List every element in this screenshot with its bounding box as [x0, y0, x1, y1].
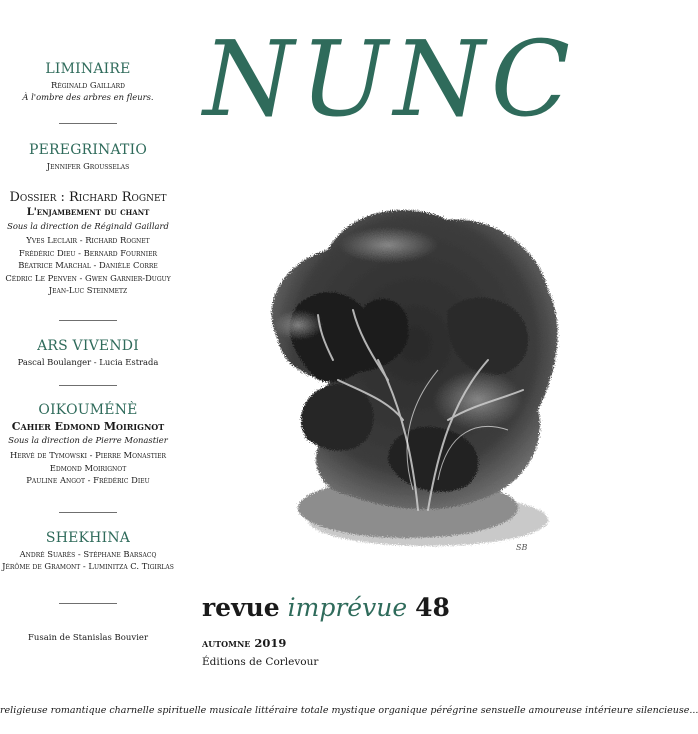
section-subtitle: Cahier Edmond Moirignot	[11, 420, 165, 433]
issue-season: automne 2019	[202, 636, 287, 650]
contributor-line: Jérôme de Gramont - Luminitza C. Tigirlas	[2, 561, 174, 572]
tree-illustration	[238, 190, 568, 560]
section-direction: Sous la direction de Réginald Gaillard	[7, 221, 169, 231]
section-title: LIMINAIRE	[45, 61, 131, 77]
tagline: religieuse romantique charnelle spirituelle musicale littéraire totale mystique organique pérégrine sensuelle amoureuse intérieure silencieuse...	[0, 705, 698, 716]
divider	[59, 385, 117, 386]
section-authors: Pascal Boulanger - Lucia Estrada	[17, 357, 159, 367]
contributor-line: Frédéric Dieu - Bernard Fournier	[18, 247, 158, 258]
issue-title	[202, 593, 450, 623]
contributor-line: Béatrice Marchal - Danièle Corre	[18, 260, 158, 271]
imprevue-word: imprévue	[287, 593, 408, 622]
section-title: SHEKHINA	[45, 530, 131, 546]
section-subtitle: À l'ombre des arbres en fleurs.	[22, 92, 154, 103]
contributor-line: Pauline Angot - Frédéric Dieu	[26, 475, 150, 486]
section-author: Réginald Gaillard	[51, 80, 125, 90]
divider	[59, 123, 117, 124]
divider	[59, 512, 117, 513]
section-oikoumene	[0, 402, 176, 487]
section-title: OIKOUMÉNÈ	[38, 402, 138, 418]
section-dossier	[0, 190, 176, 296]
section-subtitle: L'enjambement du chant	[26, 207, 150, 218]
contributor-line: André Suarès - Stéphane Barsacq	[19, 549, 157, 559]
section-ars-vivendi	[0, 338, 176, 368]
masthead-title: NUNC	[203, 18, 577, 140]
contributor-line: Edmond Moirignot	[49, 462, 127, 473]
publisher: Éditions de Corlevour	[202, 656, 319, 668]
contributor-line: Jean-Luc Steinmetz	[48, 285, 128, 296]
section-liminaire	[0, 61, 176, 104]
artist-signature: SB	[516, 543, 528, 552]
section-author: Jennifer Grousselas	[46, 161, 130, 171]
section-direction: Sous la direction de Pierre Monastier	[8, 435, 168, 445]
divider	[59, 603, 117, 604]
section-title: Dossier : Richard Rognet	[9, 190, 167, 205]
contributor-line: Cédric Le Penven - Gwen Garnier-Duguy	[5, 272, 171, 283]
issue-number: 48	[415, 593, 450, 622]
section-peregrinatio	[0, 142, 176, 172]
section-title: PEREGRINATIO	[29, 142, 147, 158]
section-shekhina	[0, 530, 176, 573]
illustration-credit: Fusain de Stanislas Bouvier	[27, 633, 149, 643]
divider	[59, 320, 117, 321]
contributor-line: Yves Leclair - Richard Rognet	[26, 235, 150, 246]
contributor-line: Hervé de Tymowski - Pierre Monastier	[9, 450, 167, 461]
revue-word: revue	[202, 593, 280, 622]
section-title: ARS VIVENDI	[37, 338, 139, 354]
